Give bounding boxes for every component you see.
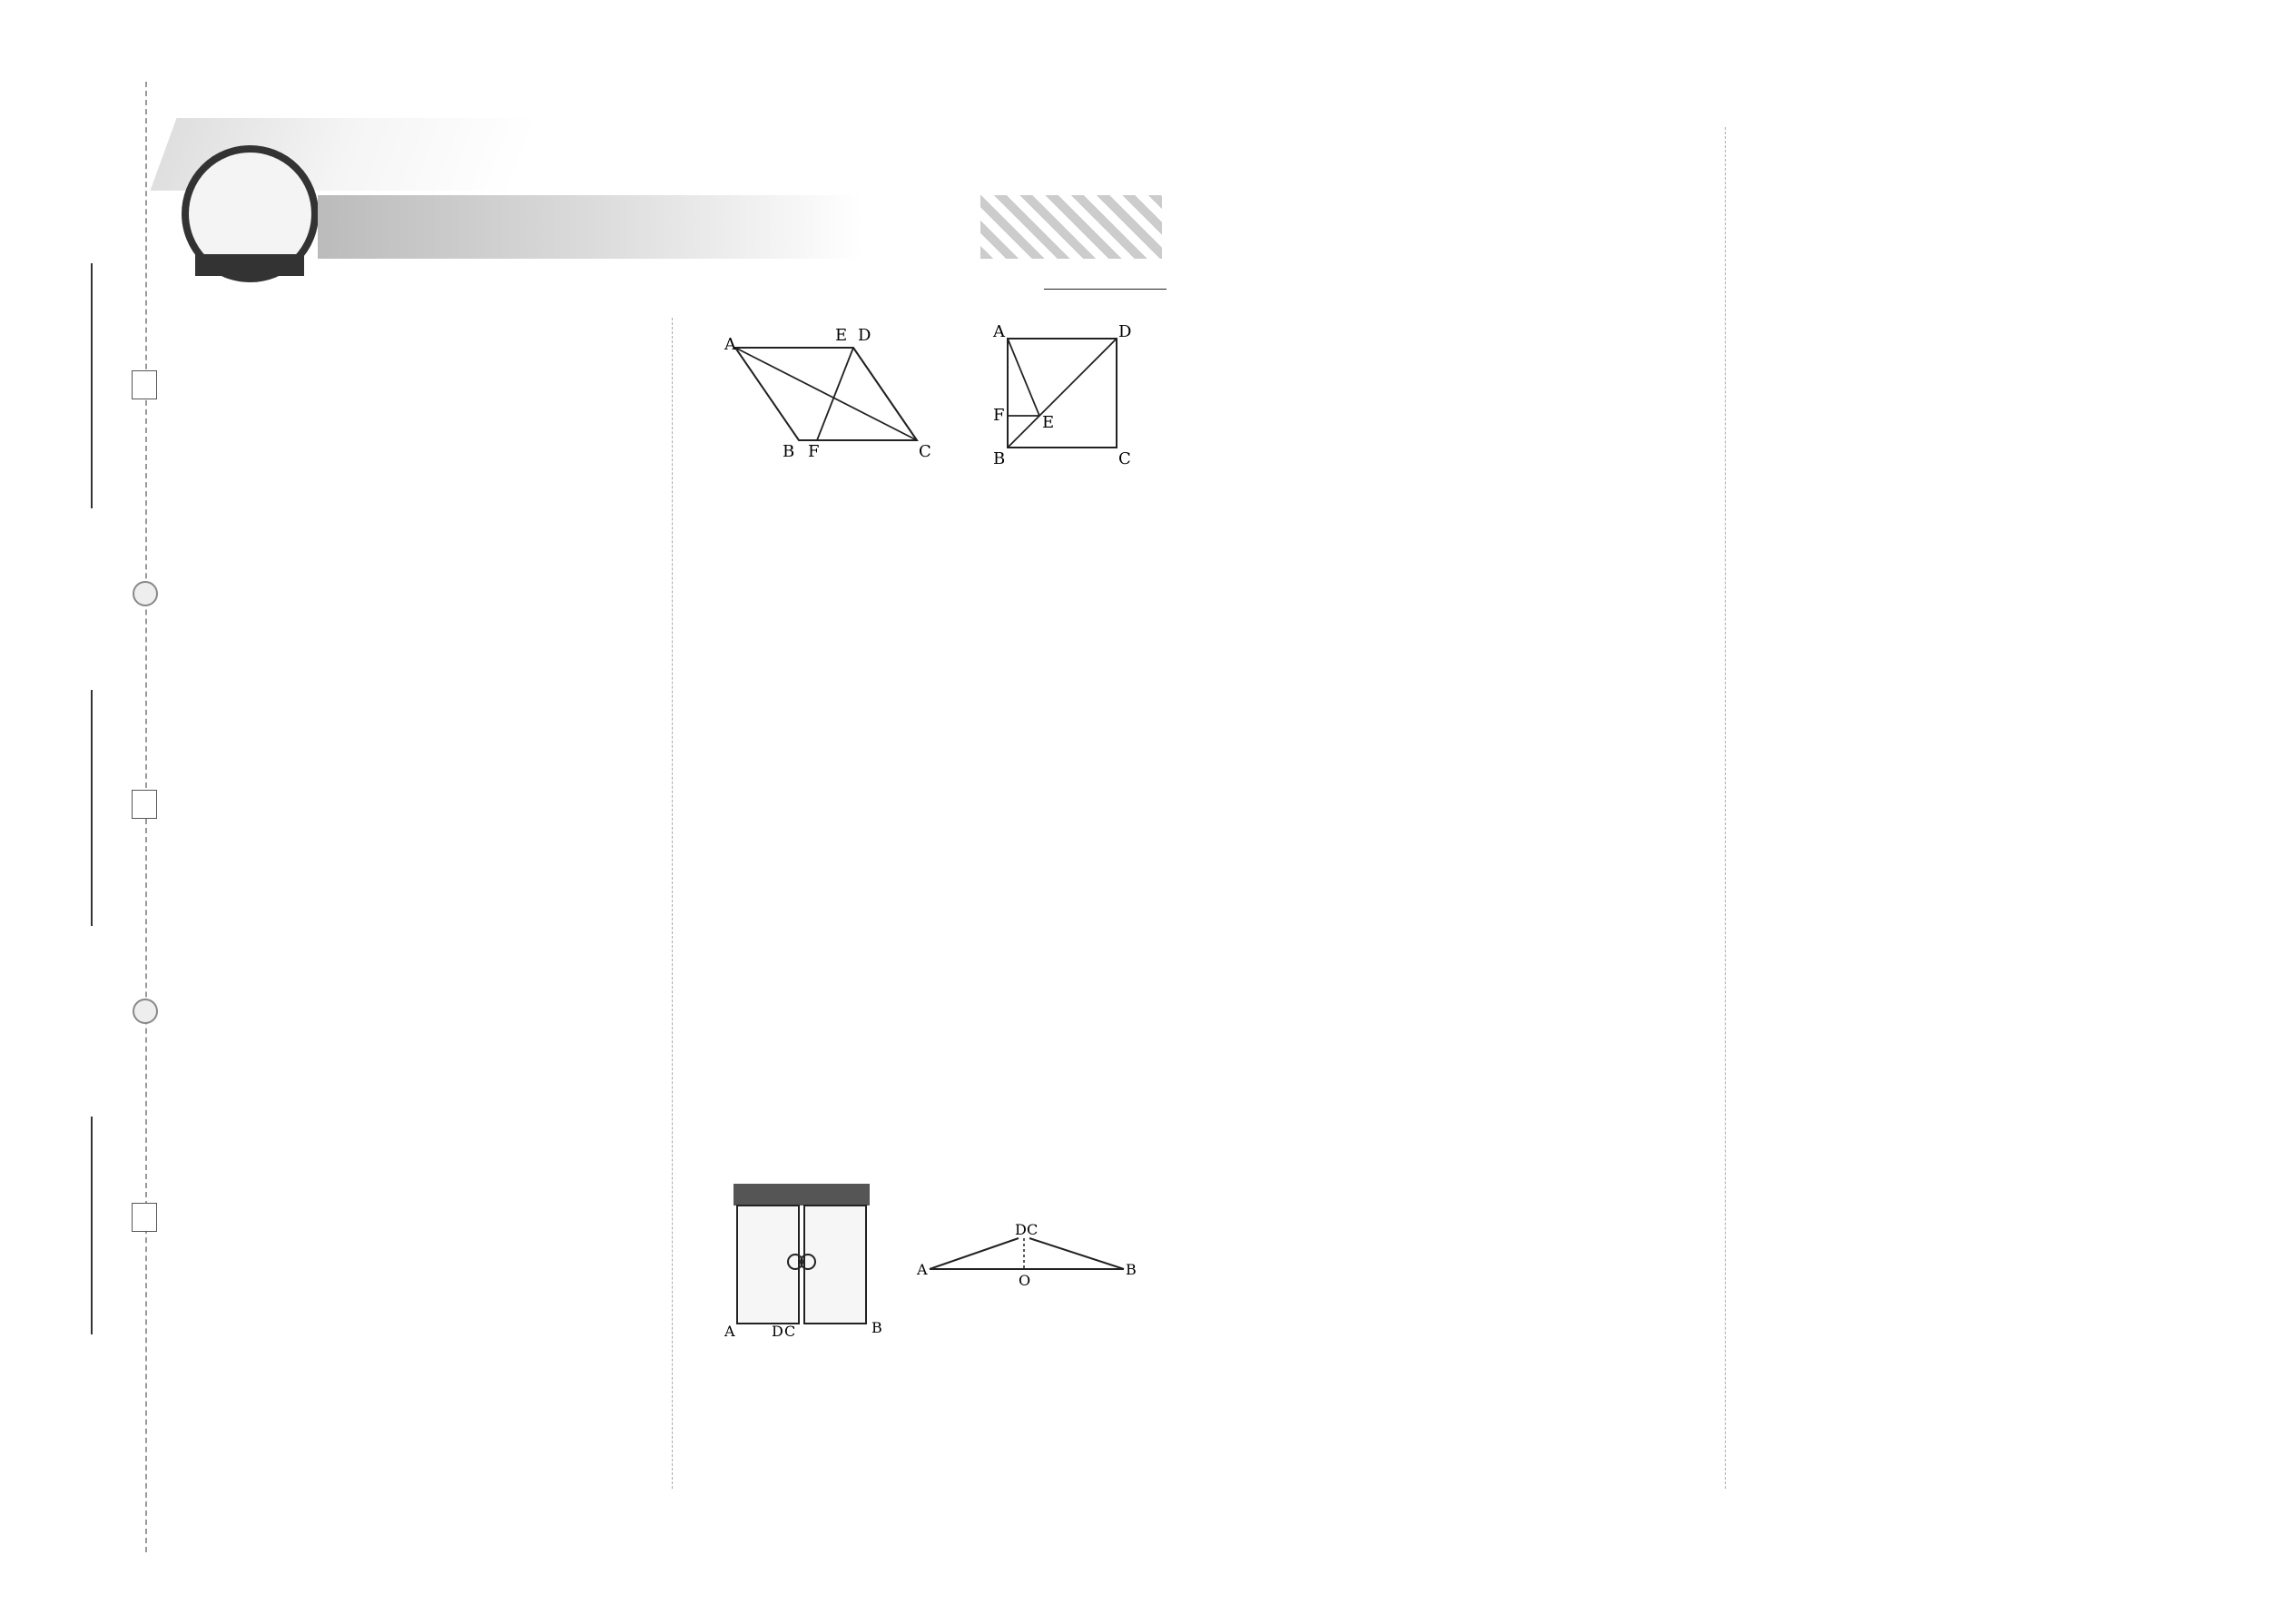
svg-text:B: B xyxy=(1126,1261,1137,1278)
left-door-panel xyxy=(737,1206,799,1324)
svg-text:B: B xyxy=(871,1319,882,1336)
svg-text:A: A xyxy=(724,335,736,354)
left-column xyxy=(182,313,663,344)
title-bar xyxy=(318,195,1044,259)
logo-banner xyxy=(195,254,304,276)
segment-ef xyxy=(817,348,853,440)
svg-text:C: C xyxy=(1027,1221,1039,1238)
svg-text:O: O xyxy=(1019,1272,1031,1289)
school-field[interactable] xyxy=(91,263,93,508)
right-door-panel xyxy=(804,1206,866,1324)
svg-text:D: D xyxy=(1118,322,1132,341)
figure-q8 xyxy=(989,322,1135,468)
binding-hole-icon xyxy=(133,999,158,1024)
figure-q6 xyxy=(717,322,931,468)
svg-text:A: A xyxy=(724,1323,735,1340)
score-field[interactable] xyxy=(1044,289,1167,290)
column-divider xyxy=(672,318,673,1489)
svg-text:F: F xyxy=(808,442,820,461)
seal-dense-mark xyxy=(132,1203,157,1232)
svg-text:C: C xyxy=(784,1323,796,1340)
seal-line-mark xyxy=(132,370,157,399)
door-lintel xyxy=(733,1184,870,1206)
figure-q9-door xyxy=(717,1180,890,1343)
column-divider xyxy=(1725,127,1726,1489)
svg-text:A: A xyxy=(993,322,1005,341)
diagonal-ac xyxy=(735,348,917,440)
diagonal-bd xyxy=(1008,339,1117,448)
seal-seal-mark xyxy=(132,790,157,819)
binding-hole-icon xyxy=(133,581,158,606)
name-field[interactable] xyxy=(91,1117,93,1334)
segment-ae xyxy=(1008,339,1039,416)
svg-text:E: E xyxy=(1042,413,1055,432)
svg-text:D: D xyxy=(772,1323,783,1340)
svg-text:E: E xyxy=(835,326,848,345)
title-checker xyxy=(980,195,1162,259)
svg-text:B: B xyxy=(993,449,1006,468)
segment-ce xyxy=(853,348,917,440)
class-field[interactable] xyxy=(91,690,93,926)
svg-text:C: C xyxy=(919,442,931,461)
figure-q9-plan xyxy=(917,1198,1135,1289)
svg-text:A: A xyxy=(917,1261,928,1278)
svg-text:D: D xyxy=(1015,1221,1027,1238)
svg-text:C: C xyxy=(1118,449,1131,468)
svg-text:D: D xyxy=(858,326,871,345)
svg-text:B: B xyxy=(783,442,795,461)
svg-text:F: F xyxy=(993,406,1005,425)
